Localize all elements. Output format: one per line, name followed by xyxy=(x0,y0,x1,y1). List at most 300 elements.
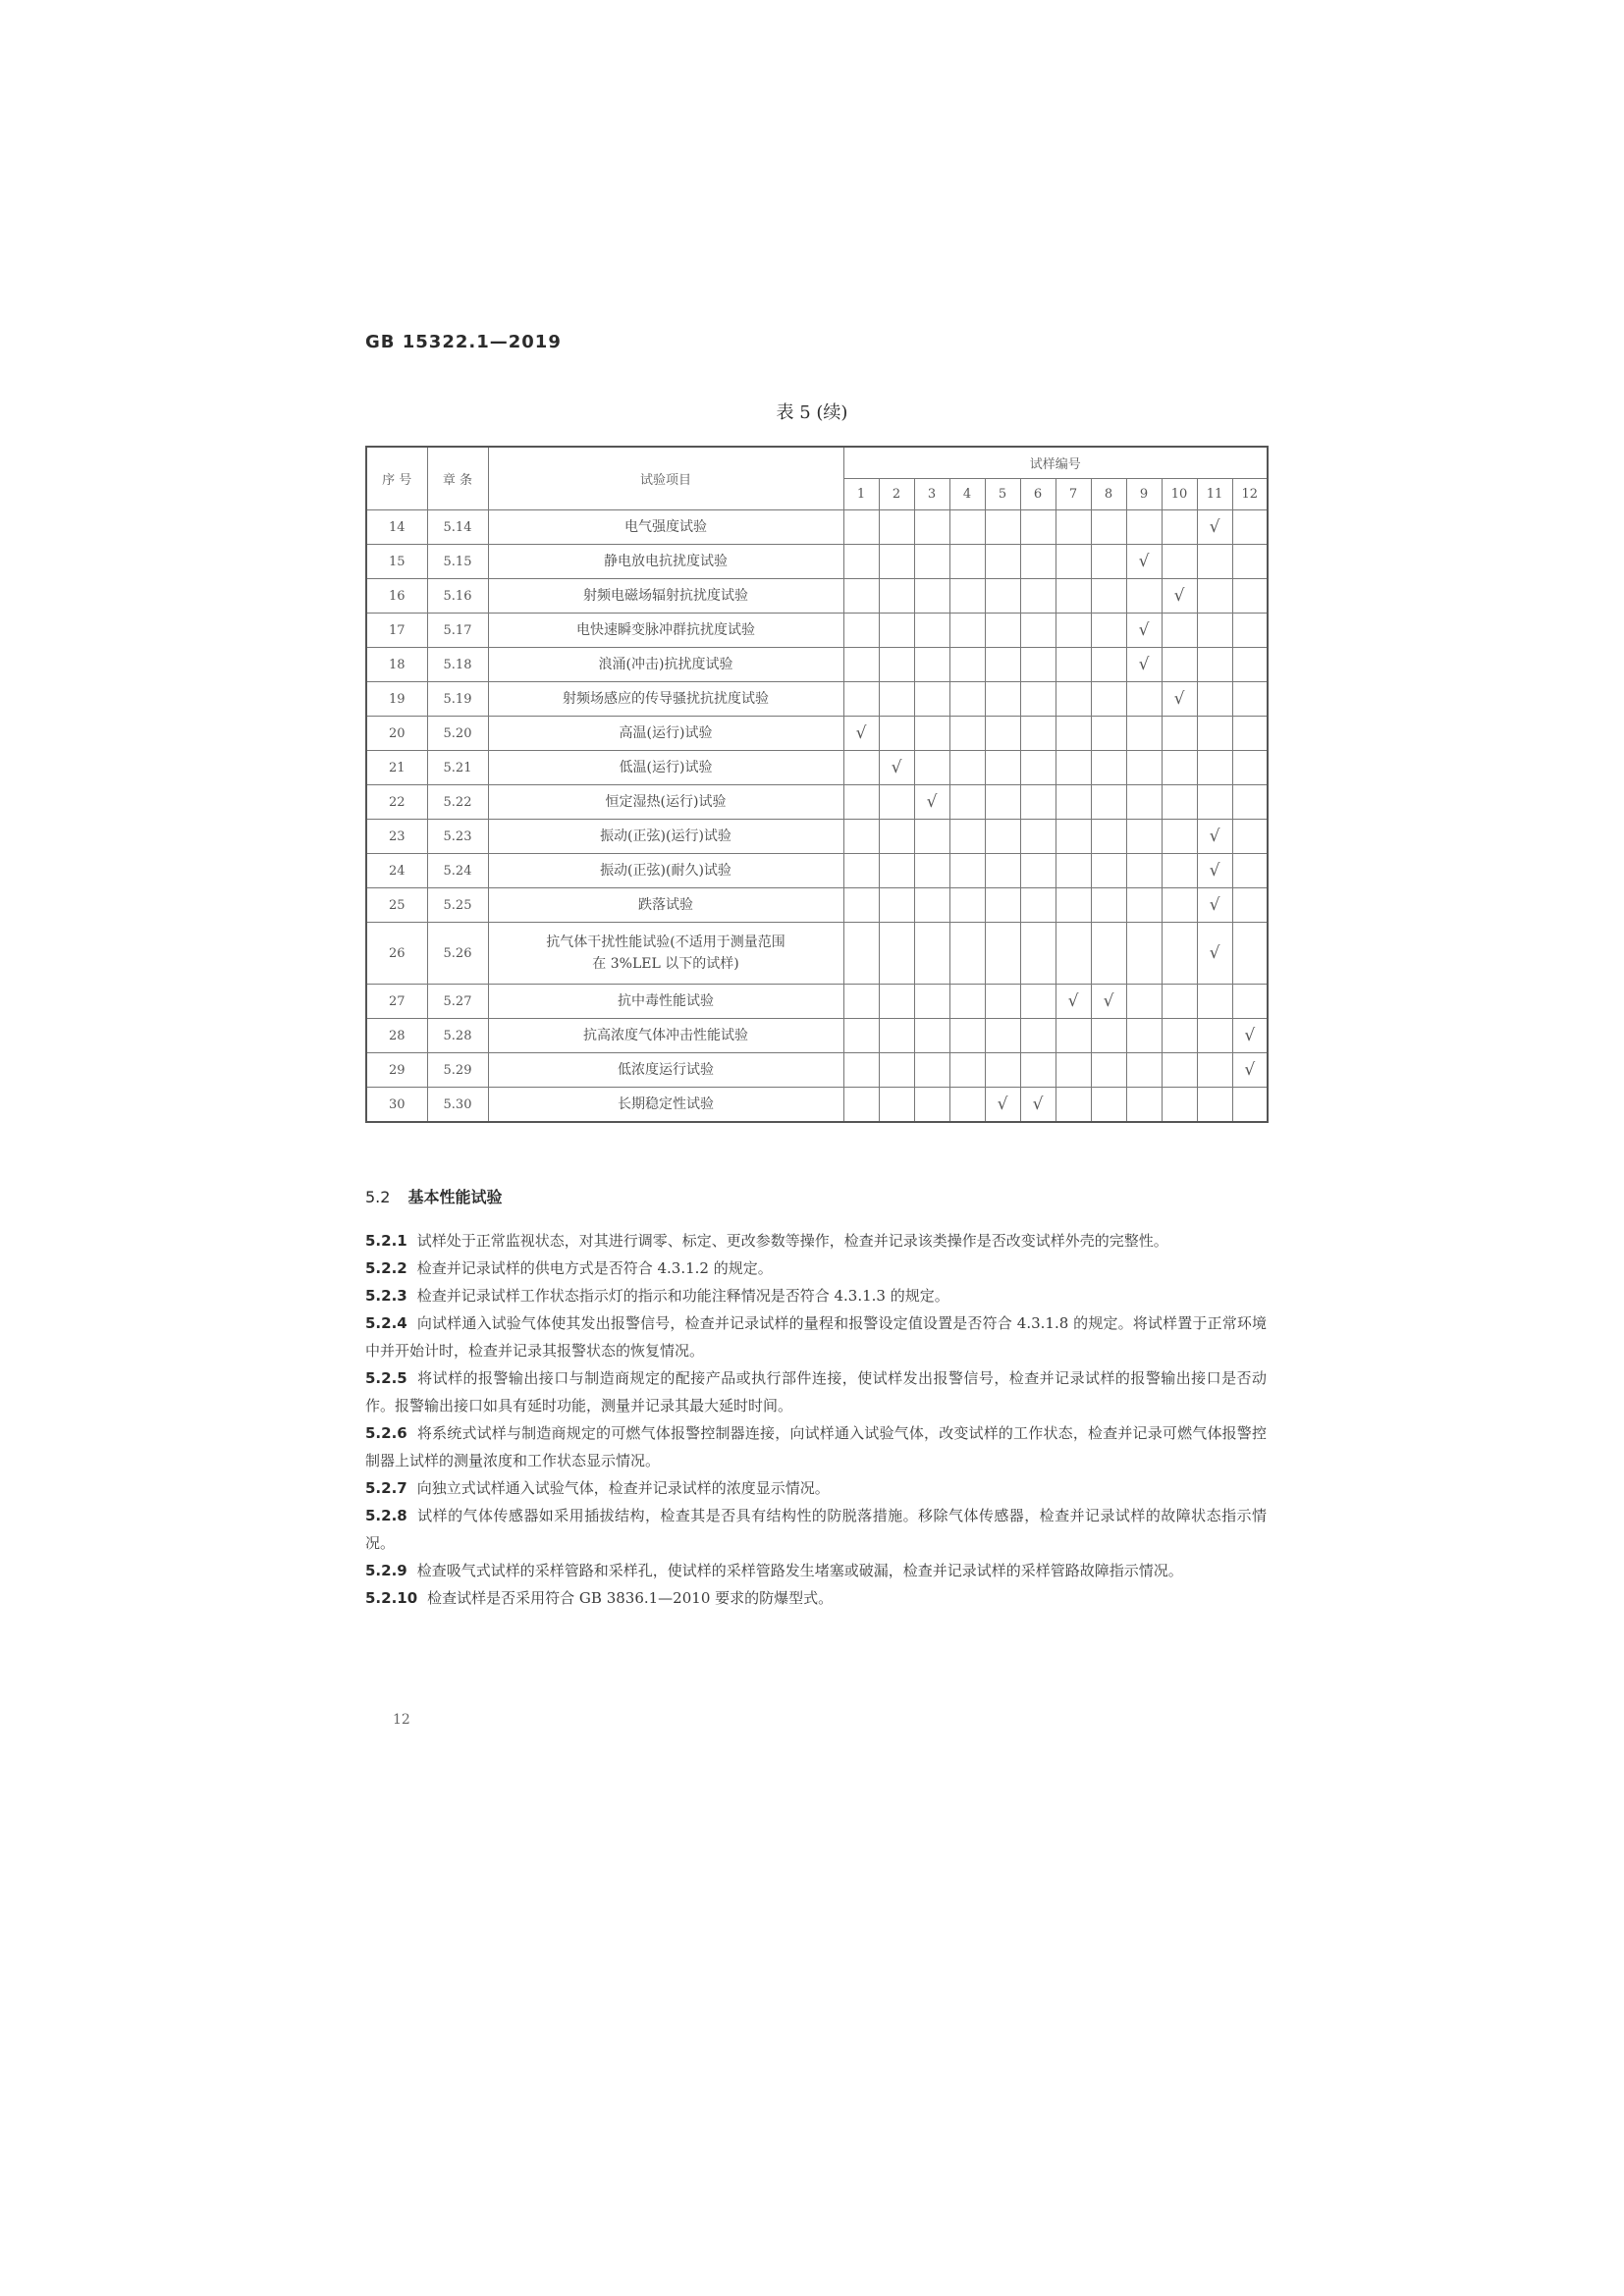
check-mark: √ xyxy=(997,1095,1008,1114)
row-seq: 23 xyxy=(366,820,427,854)
row-item xyxy=(488,820,843,854)
sample-cell xyxy=(1091,545,1126,579)
sample-cell xyxy=(1197,579,1232,614)
sample-cell xyxy=(843,510,879,545)
paragraph-number: 5.2.9 xyxy=(365,1562,407,1579)
table-row xyxy=(366,614,1268,648)
row-clause: 5.20 xyxy=(427,717,488,751)
sample-cell xyxy=(1162,888,1197,923)
sample-cell xyxy=(1162,545,1197,579)
sample-cell xyxy=(1126,985,1162,1019)
row-seq: 28 xyxy=(366,1019,427,1053)
row-seq: 30 xyxy=(366,1088,427,1123)
sample-cell xyxy=(879,1053,914,1088)
paragraph-text: 检查吸气式试样的采样管路和采样孔，使试样的采样管路发生堵塞或破漏，检查并记录试样的采样管路故障指示情况。 xyxy=(416,1562,1183,1579)
sample-cell xyxy=(879,888,914,923)
row-item xyxy=(488,751,843,785)
paragraph xyxy=(365,1282,1267,1309)
sample-cell xyxy=(914,682,949,717)
sample-cell xyxy=(1126,682,1162,717)
sample-number: 9 xyxy=(1126,479,1162,510)
sample-cell xyxy=(1232,648,1268,682)
row-item-text: 抗气体干扰性能试验(不适用于测量范围 xyxy=(546,934,785,950)
row-seq: 17 xyxy=(366,614,427,648)
paragraph xyxy=(365,1364,1267,1419)
row-seq: 18 xyxy=(366,648,427,682)
sample-cell xyxy=(985,682,1020,717)
row-clause: 5.30 xyxy=(427,1088,488,1123)
sample-cell xyxy=(843,1053,879,1088)
sample-cell xyxy=(843,579,879,614)
sample-cell xyxy=(1162,510,1197,545)
sample-cell xyxy=(985,614,1020,648)
row-item-text: 射频电磁场辐射抗扰度试验 xyxy=(583,588,748,604)
sample-cell xyxy=(1162,985,1197,1019)
sample-cell xyxy=(1126,1053,1162,1088)
row-item xyxy=(488,682,843,717)
sample-cell xyxy=(1056,1019,1091,1053)
paragraph-number: 5.2.4 xyxy=(365,1314,407,1332)
paragraph xyxy=(365,1502,1267,1557)
sample-cell xyxy=(985,1053,1020,1088)
row-seq: 19 xyxy=(366,682,427,717)
sample-number: 8 xyxy=(1091,479,1126,510)
row-item-text: 恒定湿热(运行)试验 xyxy=(605,794,727,810)
sample-cell xyxy=(949,751,985,785)
sample-cell xyxy=(1091,1019,1126,1053)
paragraph xyxy=(365,1255,1267,1282)
sample-cell xyxy=(1091,785,1126,820)
sample-cell xyxy=(1232,751,1268,785)
sample-cell xyxy=(1126,1019,1162,1053)
test-items-table xyxy=(365,446,1269,1123)
paragraph-text: 向试样通入试验气体使其发出报警信号，检查并记录试样的量程和报警设定值设置是否符合 4.3.1.8 的规定。将试样置于正常环境中并开始计时，检查并记录其报警状态的恢复情况。 xyxy=(365,1314,1267,1360)
sample-cell xyxy=(1056,510,1091,545)
sample-number: 11 xyxy=(1197,479,1232,510)
check-mark: √ xyxy=(1244,1060,1256,1080)
check-mark: √ xyxy=(1209,517,1220,537)
row-item-text: 电快速瞬变脉冲群抗扰度试验 xyxy=(576,622,755,638)
check-mark: √ xyxy=(891,758,902,777)
sample-cell xyxy=(985,820,1020,854)
sample-cell xyxy=(843,751,879,785)
row-seq: 15 xyxy=(366,545,427,579)
sample-cell xyxy=(843,854,879,888)
sample-cell xyxy=(985,888,1020,923)
row-item-text: 低温(运行)试验 xyxy=(619,760,713,775)
table-row xyxy=(366,923,1268,985)
sample-cell xyxy=(1197,682,1232,717)
sample-cell xyxy=(1056,888,1091,923)
sample-cell xyxy=(1162,1088,1197,1123)
sample-cell xyxy=(1162,579,1197,614)
paragraph-number: 5.2.2 xyxy=(365,1259,407,1277)
sample-cell xyxy=(843,1088,879,1123)
row-clause: 5.18 xyxy=(427,648,488,682)
sample-cell xyxy=(1197,785,1232,820)
sample-cell xyxy=(1126,648,1162,682)
sample-cell xyxy=(1056,785,1091,820)
row-item xyxy=(488,985,843,1019)
row-item-text: 射频场感应的传导骚扰抗扰度试验 xyxy=(563,691,769,707)
sample-cell xyxy=(1091,682,1126,717)
sample-cell xyxy=(1056,820,1091,854)
sample-cell xyxy=(1232,510,1268,545)
paragraph-text: 检查并记录试样工作状态指示灯的指示和功能注释情况是否符合 4.3.1.3 的规定。 xyxy=(416,1287,949,1305)
sample-cell xyxy=(1232,854,1268,888)
row-item xyxy=(488,579,843,614)
sample-cell xyxy=(879,751,914,785)
paragraph xyxy=(365,1474,1267,1502)
row-item-text: 高温(运行)试验 xyxy=(619,725,713,741)
row-item xyxy=(488,717,843,751)
paragraph xyxy=(365,1309,1267,1364)
row-item-text: 抗高浓度气体冲击性能试验 xyxy=(583,1028,748,1043)
paragraph-number: 5.2.7 xyxy=(365,1479,407,1497)
paragraph-text: 检查并记录试样的供电方式是否符合 4.3.1.2 的规定。 xyxy=(416,1259,773,1277)
sample-cell xyxy=(1232,923,1268,985)
table-row xyxy=(366,1053,1268,1088)
row-seq: 14 xyxy=(366,510,427,545)
sample-cell xyxy=(879,820,914,854)
row-clause: 5.24 xyxy=(427,854,488,888)
sample-cell xyxy=(1091,751,1126,785)
row-item xyxy=(488,1088,843,1123)
sample-cell xyxy=(949,1053,985,1088)
row-item xyxy=(488,614,843,648)
check-mark: √ xyxy=(1138,620,1150,640)
sample-number: 1 xyxy=(843,479,879,510)
sample-cell xyxy=(1162,820,1197,854)
row-item-text: 静电放电抗扰度试验 xyxy=(604,554,728,569)
sample-cell xyxy=(1056,1088,1091,1123)
sample-cell xyxy=(879,1019,914,1053)
sample-cell xyxy=(1020,751,1056,785)
sample-cell xyxy=(1126,614,1162,648)
sample-cell xyxy=(1020,510,1056,545)
sample-cell xyxy=(985,785,1020,820)
sample-cell xyxy=(1020,579,1056,614)
sample-cell xyxy=(1126,888,1162,923)
sample-cell xyxy=(1197,1088,1232,1123)
sample-cell xyxy=(1162,1053,1197,1088)
sample-cell xyxy=(843,785,879,820)
sample-cell xyxy=(1197,1019,1232,1053)
sample-cell xyxy=(949,923,985,985)
sample-cell xyxy=(949,1019,985,1053)
table-row xyxy=(366,1019,1268,1053)
row-seq: 24 xyxy=(366,854,427,888)
table-row xyxy=(366,854,1268,888)
sample-cell xyxy=(1056,579,1091,614)
table-row xyxy=(366,510,1268,545)
sample-cell xyxy=(879,510,914,545)
paragraph-number: 5.2.3 xyxy=(365,1287,407,1305)
table-row xyxy=(366,785,1268,820)
row-item-text: 低浓度运行试验 xyxy=(618,1062,714,1078)
sample-cell xyxy=(1197,923,1232,985)
row-item xyxy=(488,1019,843,1053)
sample-number: 7 xyxy=(1056,479,1091,510)
sample-cell xyxy=(1197,888,1232,923)
sample-cell xyxy=(985,854,1020,888)
sample-cell xyxy=(1020,1088,1056,1123)
sample-cell xyxy=(1020,854,1056,888)
paragraph xyxy=(365,1557,1267,1584)
check-mark: √ xyxy=(1067,991,1079,1011)
sample-cell xyxy=(1020,682,1056,717)
sample-cell xyxy=(1056,751,1091,785)
sample-cell xyxy=(1020,820,1056,854)
sample-cell xyxy=(914,545,949,579)
sample-cell xyxy=(985,751,1020,785)
sample-cell xyxy=(1232,1019,1268,1053)
sample-cell xyxy=(843,545,879,579)
sample-cell xyxy=(879,854,914,888)
sample-cell xyxy=(1091,820,1126,854)
sample-cell xyxy=(1162,854,1197,888)
sample-cell xyxy=(1232,888,1268,923)
row-item xyxy=(488,648,843,682)
sample-cell xyxy=(879,923,914,985)
sample-cell xyxy=(1232,785,1268,820)
sample-cell xyxy=(1056,854,1091,888)
standard-number: GB 15322.1—2019 xyxy=(365,332,562,352)
sample-cell xyxy=(949,648,985,682)
section-number: 5.2 xyxy=(365,1188,391,1206)
paragraph xyxy=(365,1584,1267,1612)
sample-cell xyxy=(1056,985,1091,1019)
paragraph-text: 将试样的报警输出接口与制造商规定的配接产品或执行部件连接，使试样发出报警信号，检查并记录试样的报警输出接口是否动作。报警输出接口如具有延时功能，测量并记录其最大延时时间。 xyxy=(365,1369,1267,1415)
sample-cell xyxy=(1232,682,1268,717)
sample-cell xyxy=(1126,545,1162,579)
section-title: 基本性能试验 xyxy=(407,1188,503,1206)
header-clause: 章 条 xyxy=(427,447,488,510)
sample-cell xyxy=(985,579,1020,614)
sample-cell xyxy=(1126,785,1162,820)
sample-cell xyxy=(985,985,1020,1019)
row-item xyxy=(488,923,843,985)
sample-number: 6 xyxy=(1020,479,1056,510)
sample-number: 12 xyxy=(1232,479,1268,510)
sample-cell xyxy=(1091,579,1126,614)
sample-cell xyxy=(1091,1088,1126,1123)
sample-cell xyxy=(843,985,879,1019)
sample-cell xyxy=(914,854,949,888)
sample-number: 2 xyxy=(879,479,914,510)
sample-cell xyxy=(914,820,949,854)
sample-cell xyxy=(1197,648,1232,682)
sample-cell xyxy=(843,888,879,923)
sample-cell xyxy=(1197,751,1232,785)
table-row xyxy=(366,751,1268,785)
row-item-text: 抗中毒性能试验 xyxy=(618,993,714,1009)
sample-cell xyxy=(1232,820,1268,854)
sample-cell xyxy=(1197,545,1232,579)
row-item-text: 长期稳定性试验 xyxy=(618,1096,714,1112)
table-row xyxy=(366,717,1268,751)
paragraphs xyxy=(365,1227,1267,1612)
sample-cell xyxy=(1020,1019,1056,1053)
row-item-text: 电气强度试验 xyxy=(624,519,707,535)
table-row xyxy=(366,1088,1268,1123)
header-samples: 试样编号 xyxy=(843,447,1268,479)
check-mark: √ xyxy=(926,792,938,812)
sample-cell xyxy=(1232,1088,1268,1123)
paragraph-text: 试样处于正常监视状态，对其进行调零、标定、更改参数等操作，检查并记录该类操作是否改变试样外壳的完整性。 xyxy=(416,1232,1168,1250)
sample-cell xyxy=(1126,717,1162,751)
sample-cell xyxy=(1020,1053,1056,1088)
sample-cell xyxy=(914,751,949,785)
check-mark: √ xyxy=(1138,655,1150,674)
section-heading xyxy=(365,1185,502,1207)
row-clause: 5.25 xyxy=(427,888,488,923)
row-item xyxy=(488,888,843,923)
row-item-text: 浪涌(冲击)抗扰度试验 xyxy=(598,657,733,672)
check-mark: √ xyxy=(1209,827,1220,846)
sample-cell xyxy=(914,1019,949,1053)
sample-cell xyxy=(1020,614,1056,648)
sample-cell xyxy=(1091,648,1126,682)
row-clause: 5.23 xyxy=(427,820,488,854)
sample-cell xyxy=(1091,717,1126,751)
sample-cell xyxy=(879,579,914,614)
check-mark: √ xyxy=(1173,689,1185,709)
sample-cell xyxy=(1091,985,1126,1019)
row-clause: 5.29 xyxy=(427,1053,488,1088)
row-clause: 5.16 xyxy=(427,579,488,614)
sample-cell xyxy=(879,717,914,751)
table-row xyxy=(366,648,1268,682)
row-seq: 25 xyxy=(366,888,427,923)
row-clause: 5.21 xyxy=(427,751,488,785)
sample-cell xyxy=(1091,854,1126,888)
header-seq: 序 号 xyxy=(366,447,427,510)
sample-cell xyxy=(1091,923,1126,985)
row-seq: 27 xyxy=(366,985,427,1019)
table-row xyxy=(366,985,1268,1019)
sample-cell xyxy=(1056,545,1091,579)
check-mark: √ xyxy=(855,723,867,743)
sample-cell xyxy=(843,923,879,985)
sample-cell xyxy=(1020,888,1056,923)
table-row xyxy=(366,579,1268,614)
sample-cell xyxy=(949,1088,985,1123)
sample-cell xyxy=(843,820,879,854)
sample-cell xyxy=(949,717,985,751)
sample-cell xyxy=(1020,785,1056,820)
sample-cell xyxy=(1162,1019,1197,1053)
sample-cell xyxy=(843,682,879,717)
table-row xyxy=(366,545,1268,579)
row-item-text: 跌落试验 xyxy=(638,897,693,913)
sample-cell xyxy=(985,1088,1020,1123)
paragraph-number: 5.2.5 xyxy=(365,1369,407,1387)
sample-number: 5 xyxy=(985,479,1020,510)
sample-cell xyxy=(1091,614,1126,648)
row-clause: 5.28 xyxy=(427,1019,488,1053)
row-seq: 26 xyxy=(366,923,427,985)
sample-cell xyxy=(1197,854,1232,888)
row-item xyxy=(488,785,843,820)
sample-cell xyxy=(949,579,985,614)
sample-cell xyxy=(914,1088,949,1123)
table-row xyxy=(366,820,1268,854)
sample-cell xyxy=(1126,820,1162,854)
sample-cell xyxy=(1126,923,1162,985)
sample-cell xyxy=(879,614,914,648)
sample-cell xyxy=(1232,985,1268,1019)
row-clause: 5.19 xyxy=(427,682,488,717)
check-mark: √ xyxy=(1209,861,1220,881)
row-seq: 22 xyxy=(366,785,427,820)
sample-cell xyxy=(879,682,914,717)
sample-cell xyxy=(985,648,1020,682)
sample-cell xyxy=(949,785,985,820)
sample-cell xyxy=(1232,614,1268,648)
sample-cell xyxy=(914,648,949,682)
sample-cell xyxy=(1162,682,1197,717)
row-clause: 5.15 xyxy=(427,545,488,579)
sample-cell xyxy=(949,682,985,717)
row-item-text: 振动(正弦)(运行)试验 xyxy=(600,828,731,844)
row-seq: 20 xyxy=(366,717,427,751)
check-mark: √ xyxy=(1138,552,1150,571)
sample-cell xyxy=(1232,579,1268,614)
sample-cell xyxy=(1232,545,1268,579)
sample-cell xyxy=(1020,717,1056,751)
sample-cell xyxy=(1197,985,1232,1019)
sample-cell xyxy=(914,510,949,545)
sample-cell xyxy=(1091,1053,1126,1088)
sample-cell xyxy=(843,614,879,648)
sample-cell xyxy=(949,545,985,579)
sample-cell xyxy=(1162,751,1197,785)
sample-cell xyxy=(949,614,985,648)
sample-cell xyxy=(914,717,949,751)
sample-number: 10 xyxy=(1162,479,1197,510)
row-clause: 5.22 xyxy=(427,785,488,820)
check-mark: √ xyxy=(1032,1095,1044,1114)
sample-number: 4 xyxy=(949,479,985,510)
sample-cell xyxy=(879,545,914,579)
sample-cell xyxy=(1197,717,1232,751)
sample-cell xyxy=(985,545,1020,579)
sample-cell xyxy=(1232,717,1268,751)
sample-cell xyxy=(1056,682,1091,717)
paragraph-text: 将系统式试样与制造商规定的可燃气体报警控制器连接，向试样通入试验气体，改变试样的工作状态，检查并记录可燃气体报警控制器上试样的测量浓度和工作状态显示情况。 xyxy=(365,1424,1267,1469)
row-seq: 21 xyxy=(366,751,427,785)
sample-cell xyxy=(1126,510,1162,545)
sample-cell xyxy=(879,785,914,820)
paragraph-number: 5.2.1 xyxy=(365,1232,407,1250)
sample-cell xyxy=(1126,579,1162,614)
sample-cell xyxy=(1056,717,1091,751)
sample-cell xyxy=(879,1088,914,1123)
sample-cell xyxy=(914,888,949,923)
sample-cell xyxy=(985,510,1020,545)
check-mark: √ xyxy=(1103,991,1114,1011)
paragraph-text: 试样的气体传感器如采用插拔结构，检查其是否具有结构性的防脱落措施。移除气体传感器，检查并记录试样的故障状态指示情况。 xyxy=(365,1507,1267,1552)
sample-cell xyxy=(949,820,985,854)
sample-cell xyxy=(1091,510,1126,545)
sample-cell xyxy=(1091,888,1126,923)
table-caption: 表 5 (续) xyxy=(776,402,848,423)
row-item xyxy=(488,854,843,888)
row-item xyxy=(488,545,843,579)
sample-cell xyxy=(949,888,985,923)
sample-cell xyxy=(914,985,949,1019)
